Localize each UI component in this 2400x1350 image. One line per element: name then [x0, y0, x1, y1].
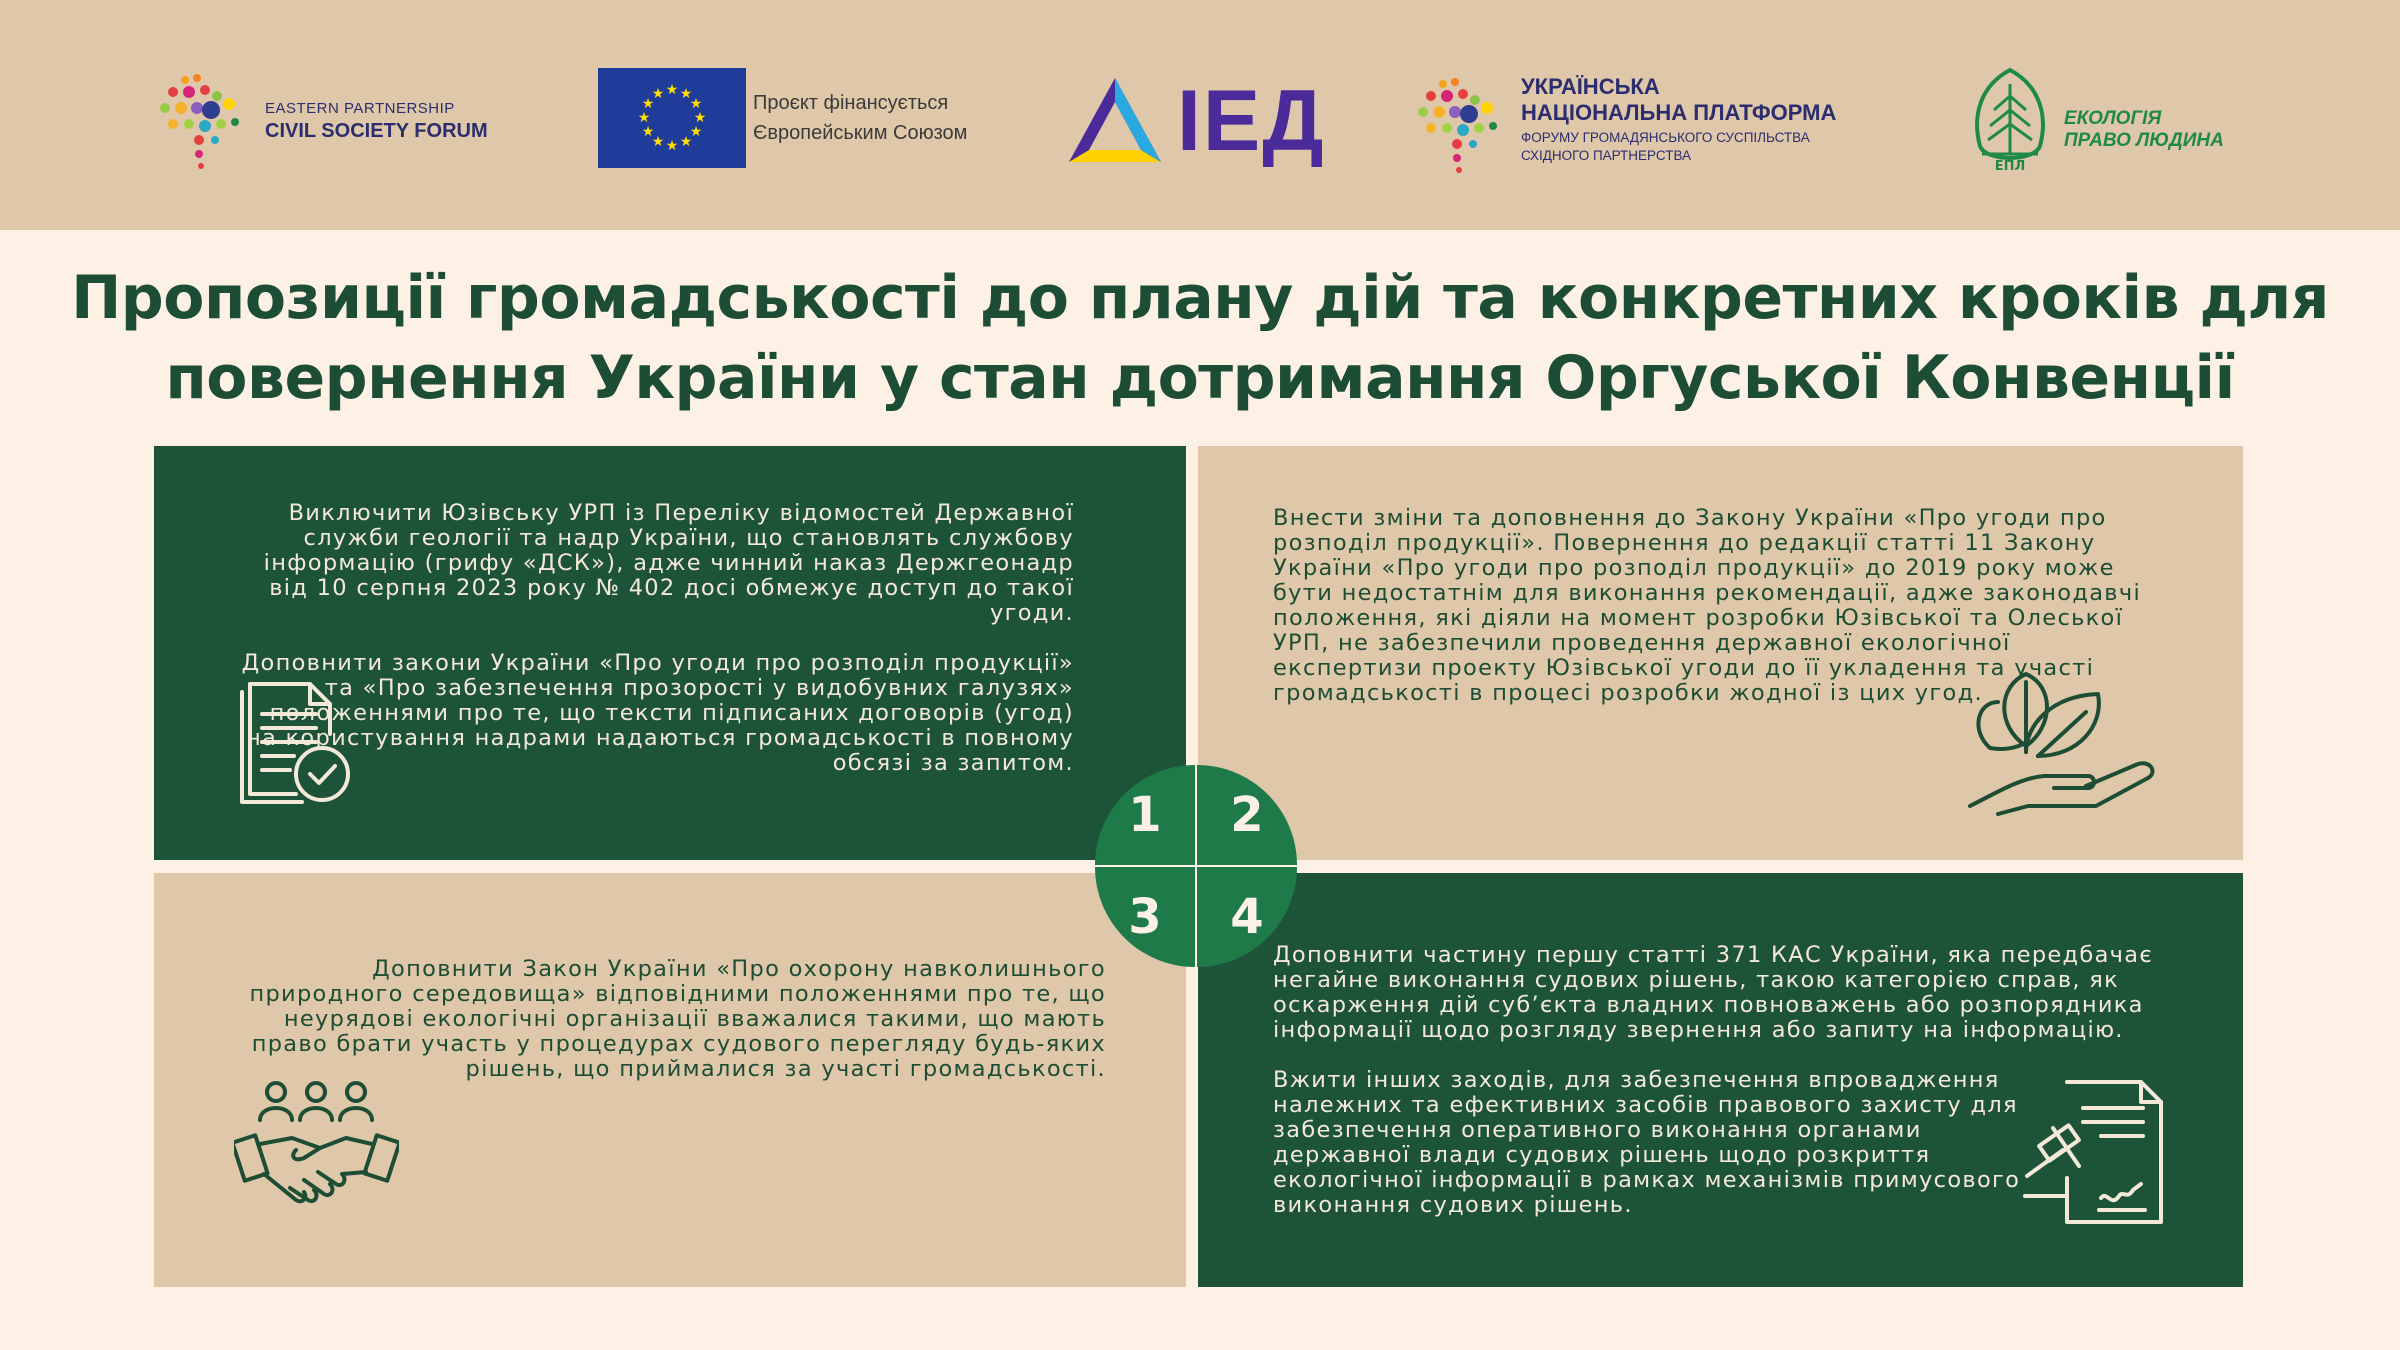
- eu-funding-logo: [598, 68, 1018, 168]
- svg-text:★: ★: [679, 134, 693, 150]
- ukrainian-national-platform-logo: [1413, 68, 1933, 178]
- panel4-para1: Доповнити частину першу статті 371 КАС України, яка передбачає негайне виконання судових рішень, такою категорією справ, як оскарження дій суб’єкта владних повноважень або розпорядника інформації щодо розгляду звернення або запиту на інформацію.: [1273, 942, 2154, 1043]
- eap-csf-logo: [155, 70, 535, 170]
- svg-text:★: ★: [665, 82, 679, 98]
- epl-tree-icon: [1962, 66, 2058, 176]
- title-line1: Пропозиції громадськості до плану дій та конкретних кроків для: [71, 263, 2329, 333]
- panel4-para2: Вжити інших заходів, для забезпечення впровадження належних та ефективних засобів правового захисту для забезпечення оперативного виконання органами державної влади судових рішень щодо розкриття екологічної інформації в рамках механізмів примусового виконання судових рішень.: [1273, 1067, 2021, 1218]
- proposal-panel-3: [154, 873, 1186, 1287]
- eu-line1: Проєкт фінансується: [753, 92, 949, 114]
- eap-dots-icon: [155, 70, 255, 170]
- svg-text:★: ★: [651, 86, 665, 102]
- badge-3: 3: [1095, 867, 1195, 967]
- svg-text:★: ★: [679, 86, 693, 102]
- panel3-text: [234, 957, 1106, 1082]
- panel3-para1: Доповнити Закон України «Про охорону навколишнього природного середовища» відповідними положеннями про те, що неурядові екологічні організації вважалися такими, що мають право брати участь у процедурах судового перегляду будь-яких рішень, що приймалися за участі громадськості.: [249, 956, 1106, 1082]
- eu-line2: Європейським Союзом: [753, 122, 968, 144]
- document-check-icon: [232, 674, 352, 809]
- panel1-text: [234, 501, 1074, 776]
- ied-text: ІЕД: [1177, 73, 1326, 169]
- epl-logo: [1962, 62, 2262, 182]
- ied-logo: [1065, 72, 1335, 172]
- eap-line1: EASTERN PARTNERSHIP: [265, 100, 455, 117]
- proposal-panel-2: [1198, 446, 2243, 860]
- gavel-document-icon: [2023, 1078, 2173, 1228]
- panel1-para2: Доповнити закони України «Про угоди про розподіл продукції» та «Про забезпечення прозорості у видобувних галузях» положеннями про те, що тексти підписаних договорів (угод) на користування надрами надаються громадськості в повному обсязі за запитом.: [241, 650, 1074, 776]
- svg-text:★: ★: [641, 96, 655, 112]
- handshake-people-icon: [234, 1078, 399, 1208]
- svg-text:★: ★: [637, 110, 651, 126]
- badge-2: 2: [1197, 765, 1297, 865]
- unp-line1: УКРАЇНСЬКА: [1521, 74, 1660, 99]
- eu-flag-icon: [598, 68, 746, 168]
- ied-triangle-icon: [1065, 76, 1165, 166]
- badge-1: 1: [1095, 765, 1195, 865]
- proposal-panel-1: [154, 446, 1186, 860]
- panel4-text-top: [1273, 943, 2173, 1043]
- epl-line2: ПРАВО ЛЮДИНА: [2064, 130, 2224, 151]
- svg-text:★: ★: [689, 96, 703, 112]
- svg-text:★: ★: [651, 134, 665, 150]
- unp-line3: ФОРУМУ ГРОМАДЯНСЬКОГО СУСПІЛЬСТВА: [1521, 130, 1810, 145]
- svg-text:★: ★: [689, 124, 703, 140]
- badge-4: 4: [1197, 867, 1297, 967]
- leaves-hand-icon: [1968, 656, 2163, 816]
- unp-dots-icon: [1413, 74, 1513, 174]
- title-line2: повернення України у стан дотримання Оргуської Конвенції: [165, 343, 2235, 413]
- header-bar: [0, 0, 2400, 230]
- unp-line4: СХІДНОГО ПАРТНЕРСТВА: [1521, 148, 1692, 163]
- svg-text:★: ★: [641, 124, 655, 140]
- eap-line2: CIVIL SOCIETY FORUM: [265, 120, 488, 142]
- epl-emblem-text: ЕПЛ: [1994, 159, 2026, 174]
- epl-line1: ЕКОЛОГІЯ: [2064, 108, 2162, 129]
- page-title: [60, 258, 2340, 418]
- panel4-text-bottom: [1273, 1068, 2023, 1218]
- panel2-para1: Внести зміни та доповнення до Закону України «Про угоди про розподіл продукції». Повернення до редакції статті 11 Закону України «Про угоди про розподіл продукції» до 2019 року може бути недостатнім для виконання рекомендації, адже законодавчі положення, які діяли на момент розробки Юзівської та Олеської УРП, не забезпечили проведення державної екологічної експертизи проекту Юзівської угоди до її укладення та участі громадськості в процесі розробки жодної із цих угод.: [1273, 505, 2141, 706]
- panel1-para1: Виключити Юзівську УРП із Переліку відомостей Державної служби геології та надр України, що становлять службову інформацію (грифу «ДСК»), адже чинний наказ Держгеонадр від 10 серпня 2023 року № 402 досі обмежує доступ до такої угоди.: [263, 500, 1074, 626]
- proposal-panel-4: [1198, 873, 2243, 1287]
- svg-text:★: ★: [665, 138, 679, 154]
- unp-line2: НАЦІОНАЛЬНА ПЛАТФОРМА: [1521, 100, 1837, 125]
- svg-text:★: ★: [693, 110, 707, 126]
